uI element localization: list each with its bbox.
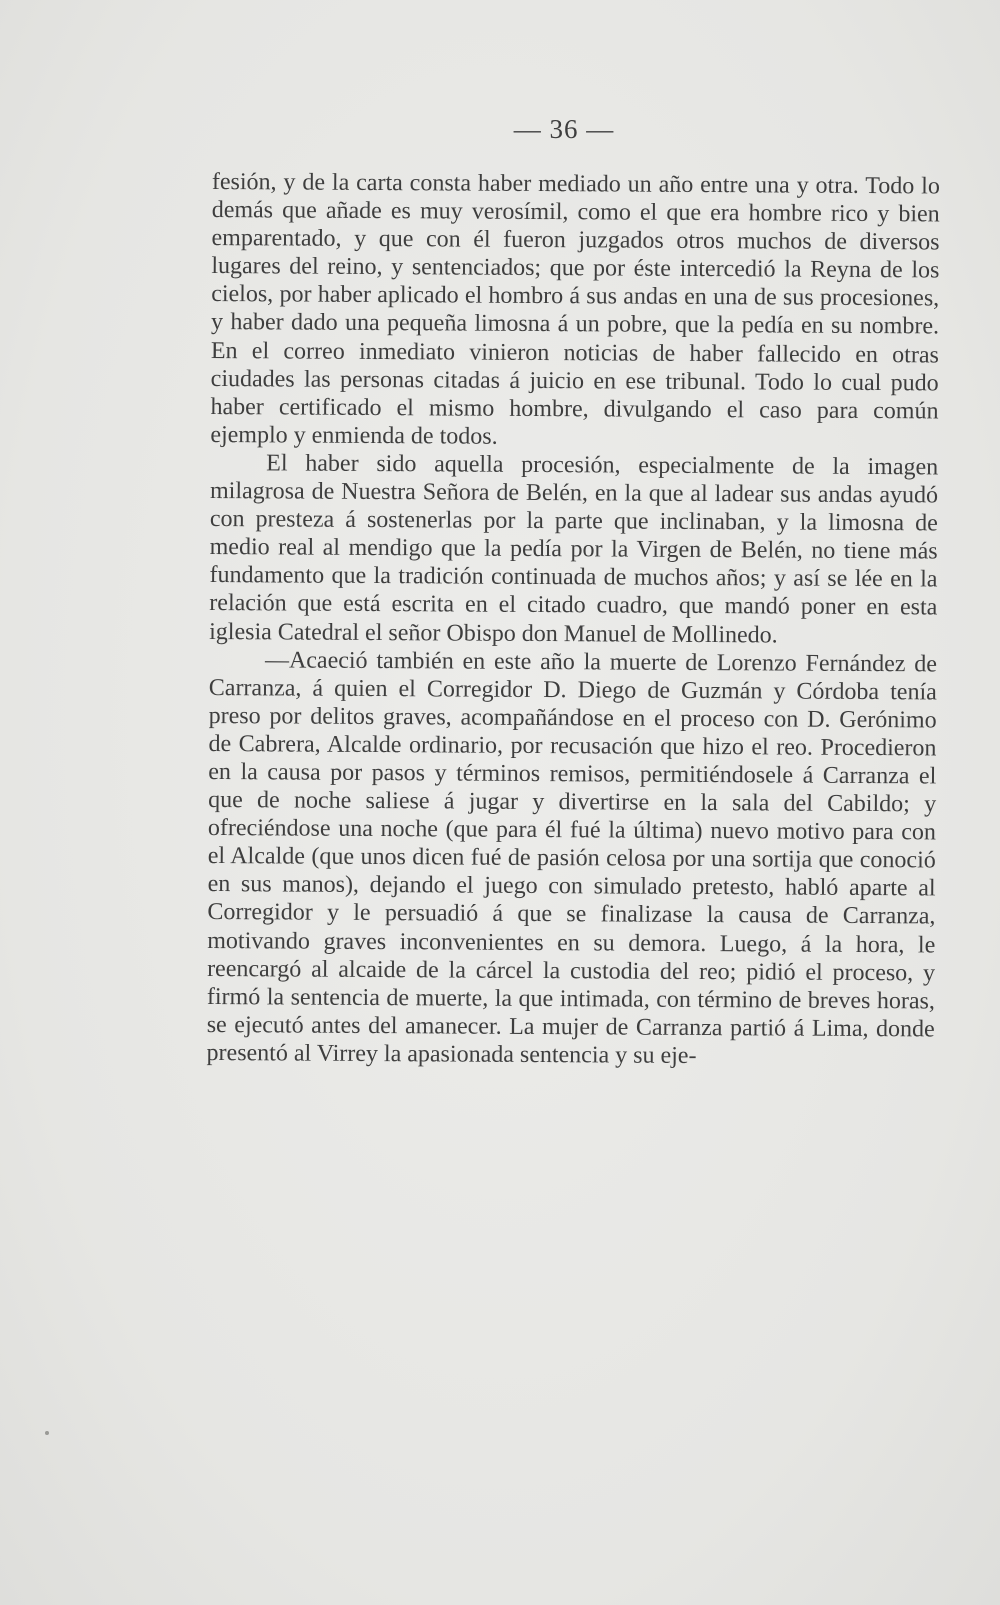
paper-speck [45,1431,49,1435]
paragraph-3: —Acaeció también en este año la muerte de Lorenzo Fernández de Carranza, á quien el Corregidor D. Diego de Guzmán y Córdoba tenía preso por delitos graves, acompañándose en el proceso con D. Gerónimo de Cabrera, Alcalde ordinario, por recusación que hizo el reo. Procedieron en la causa por pasos y términos remisos, permitiéndosele á Carranza el que de noche saliese á jugar y divertirse en la sala del Cabildo; y ofreciéndose una noche (que para él fué la última) nuevo motivo para con el Alcalde (que unos dicen fué de pasión celosa por una sortija que conoció en sus manos), dejando el juego con simulado pretesto, habló aparte al Corregidor y le persuadió á que se finalizase la causa de Carranza, motivando graves inconvenientes en su demora. Luego, á la hora, le reencargó al alcaide de la cárcel la custodia del reo; pidió el proceso, y firmó la sentencia de muerte, la que intimada, con término de breves horas, se ejecutó antes del amanecer. La mujer de Carranza partió á Lima, donde presentó al Virrey la apasionada sentencia y su eje- [206,646,938,1069]
paragraph-1: fesión, y de la carta consta haber mediado un año entre una y otra. Todo lo demás que añade es muy verosímil, como el que era hombre rico y bien emparentado, y que con él fueron juzgados otros muchos de diversos lugares del reino, y sentenciados; que por éste intercedió la Reyna de los cielos, por haber aplicado el hombro á sus andas en una de sus procesiones, y haber dado una pequeña limosna á un pobre, que la pedía en su nombre. En el correo inmediato vinieron noticias de haber fallecido en otras ciudades las personas citadas á juicio en ese tribunal. Todo lo cual pudo haber certificado el mismo hombre, divulgando el caso para común ejemplo y enmienda de todos. [210,168,940,450]
page-number: — 36 — [513,114,615,144]
paragraph-2: El haber sido aquella procesión, especialmente de la imagen milagrosa de Nuestra Señora de Belén, en la que al ladear sus andas ayudó con presteza á sostenerlas por la parte que inclinaban, y la limosna de medio real al mendigo que la pedía por la Virgen de Belén, no tiene más fundamento que la tradición continuada de muchos años; y así se lée en la relación que está escrita en el citado cuadro, que mandó poner en esta iglesia Catedral el señor Obispo don Manuel de Mollinedo. [209,450,939,648]
body-text [207,168,940,1071]
